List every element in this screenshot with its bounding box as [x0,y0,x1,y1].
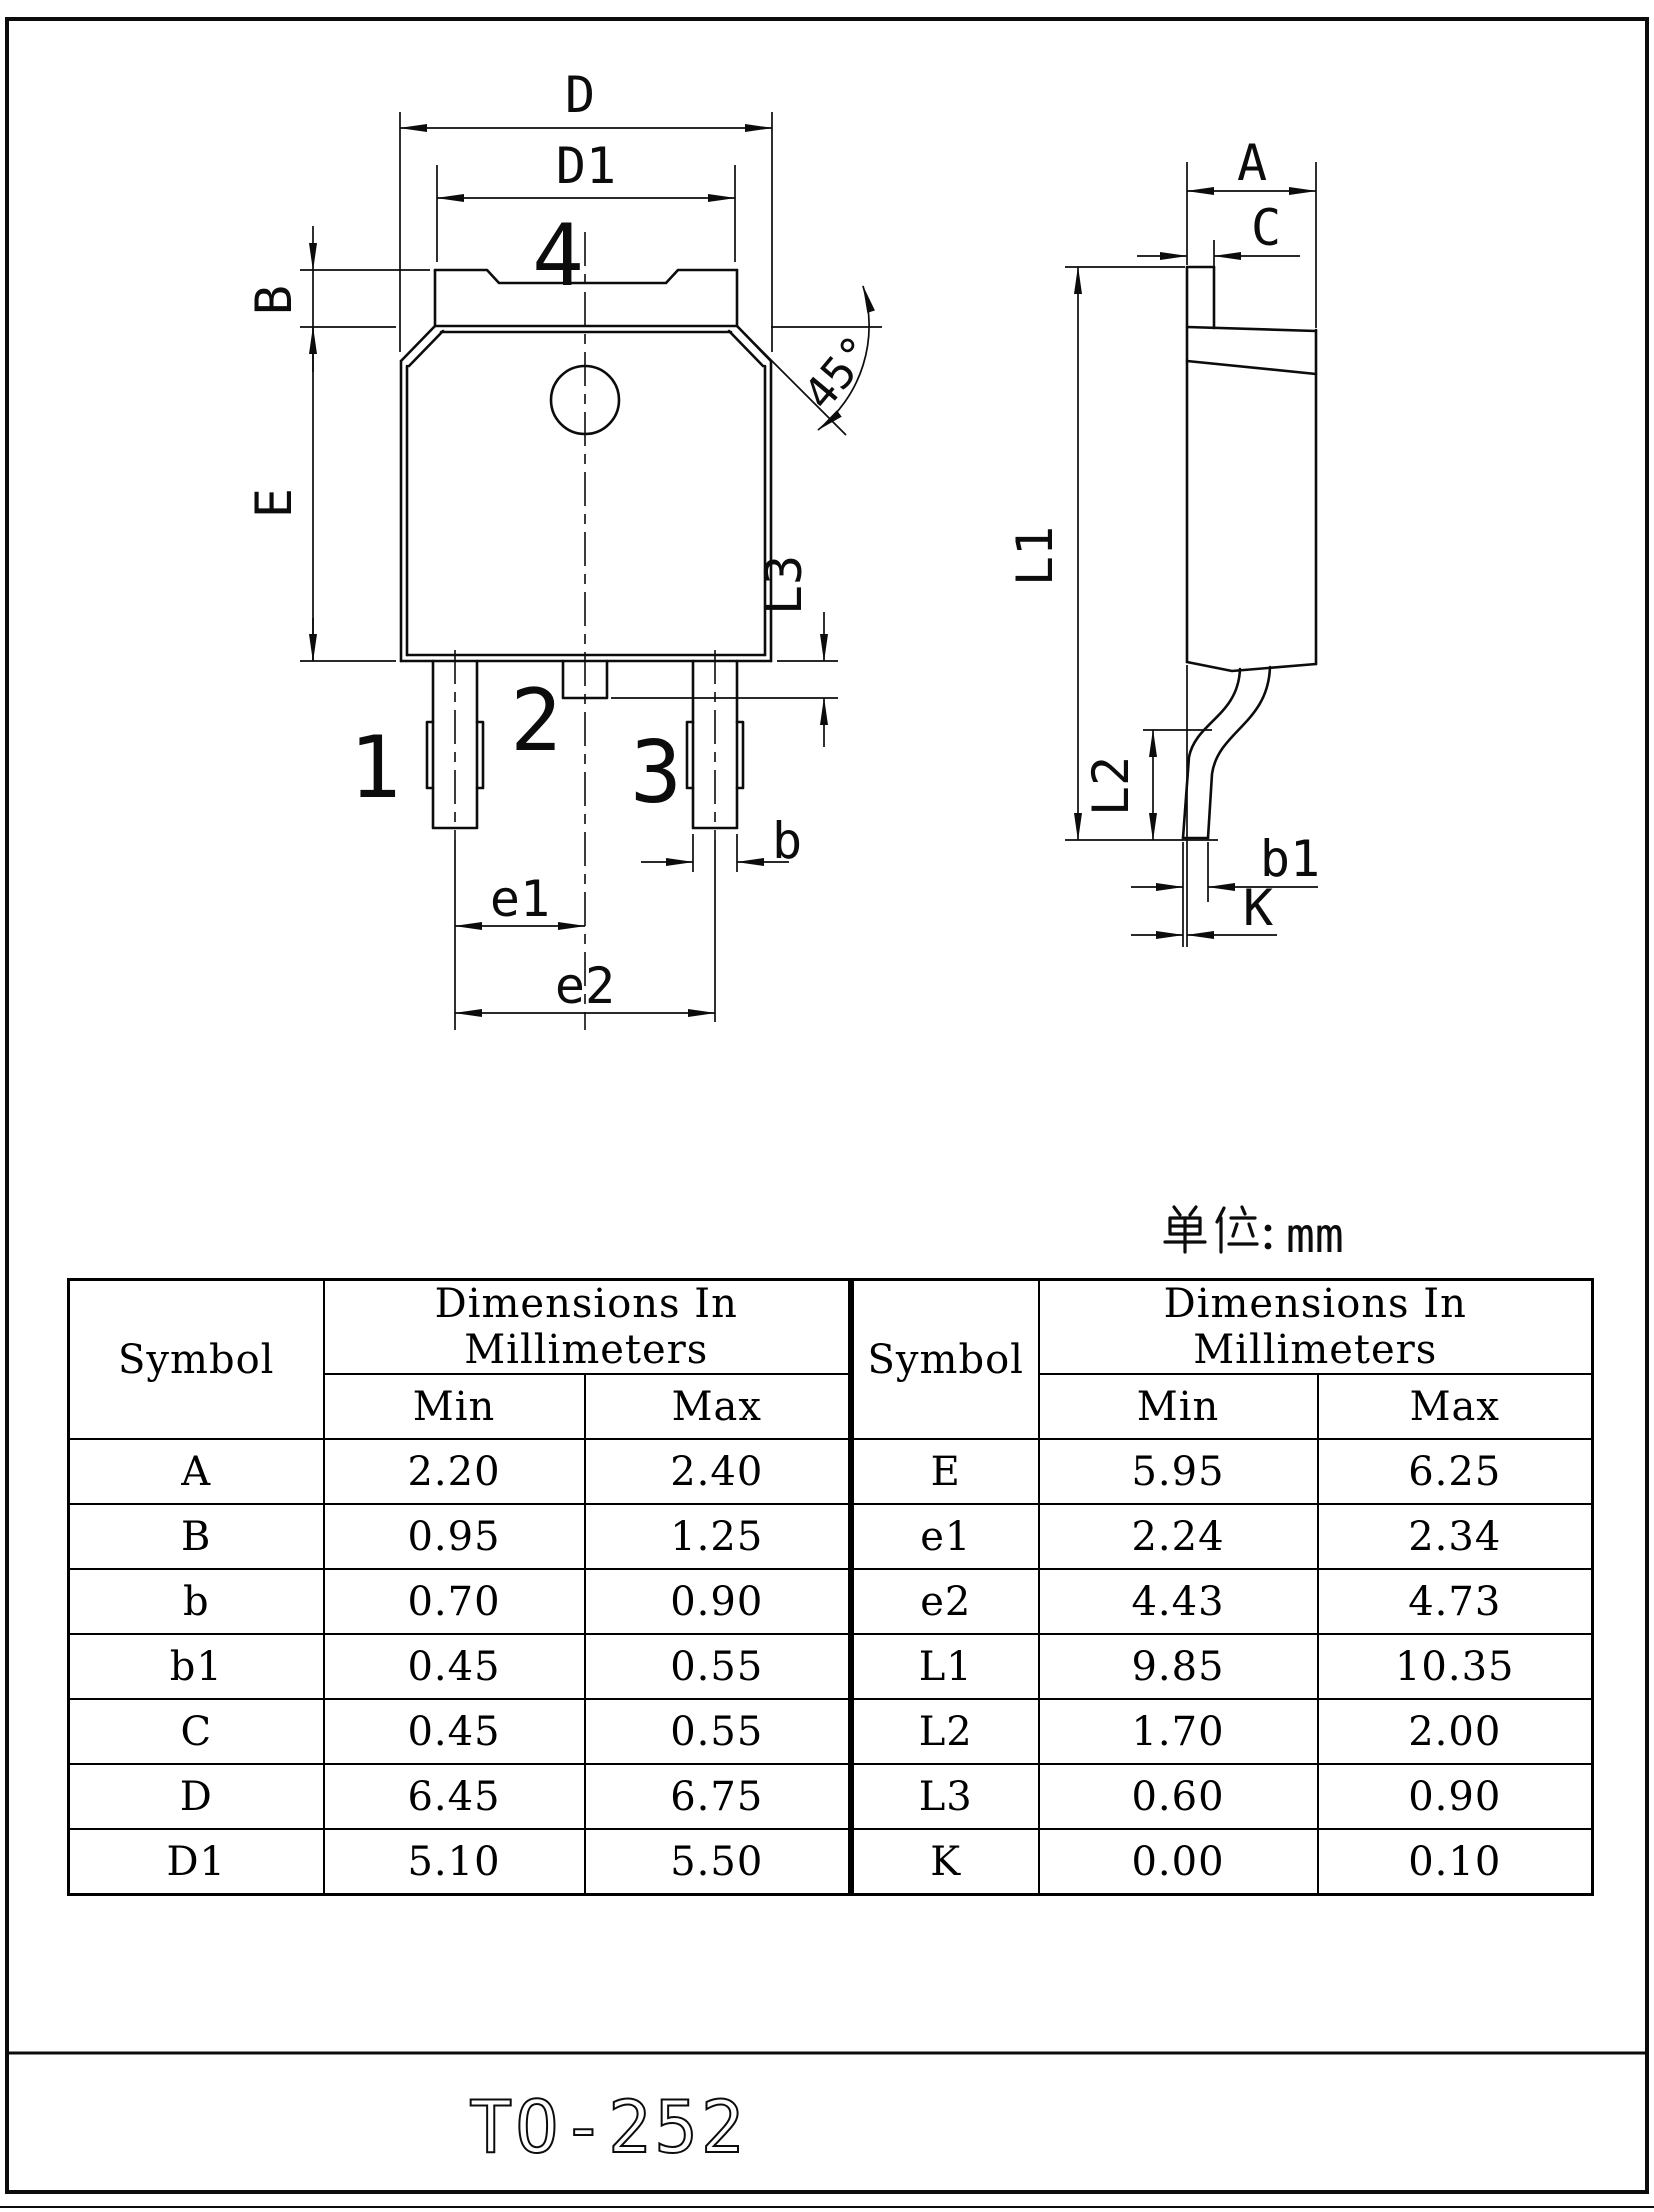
table-row [853,1439,1593,1504]
min-cell: 2.20 [324,1439,585,1504]
symbol-cell: b1 [69,1634,324,1699]
sheet-title: TO-252 [468,2085,748,2169]
symbol-cell: L2 [853,1699,1039,1764]
min-cell: 5.10 [324,1829,585,1895]
symbol-cell: e2 [853,1569,1039,1634]
min-cell: 5.95 [1039,1439,1318,1504]
table-row [69,1439,850,1504]
max-header: Max [1318,1374,1593,1439]
max-header: Max [585,1374,850,1439]
dims-header: Dimensions In Millimeters [1039,1280,1593,1375]
max-cell: 0.55 [585,1634,850,1699]
dim-label-e2: e2 [554,957,616,1015]
max-cell: 2.40 [585,1439,850,1504]
dim-label-D1: D1 [555,137,617,195]
table-row [69,1504,850,1569]
min-cell: 0.45 [324,1634,585,1699]
tab-top-edge [435,270,737,283]
dimension-table-right [851,1278,1594,1896]
table-row [853,1569,1593,1634]
min-cell: 9.85 [1039,1634,1318,1699]
dim-label-L1: L1 [1006,525,1064,587]
symbol-cell: K [853,1829,1039,1895]
symbol-header: Symbol [69,1280,324,1440]
dim-label-b: b [771,812,803,870]
table-row [853,1764,1593,1829]
min-cell: 0.60 [1039,1764,1318,1829]
side-bottom-edge [1187,662,1316,671]
max-cell: 6.25 [1318,1439,1593,1504]
lead-left-edge [1183,669,1240,838]
dim-label-L2: L2 [1082,755,1140,817]
table-row [853,1634,1593,1699]
lead-right-edge [1208,667,1270,838]
table-row [69,1634,850,1699]
dims-header: Dimensions In Millimeters [324,1280,850,1375]
symbol-cell: A [69,1439,324,1504]
table-row [69,1699,850,1764]
dim-label-K: K [1242,879,1274,937]
max-cell: 5.50 [585,1829,850,1895]
table-row [853,1829,1593,1895]
max-cell: 0.90 [1318,1764,1593,1829]
table-row [853,1504,1593,1569]
table-row [69,1569,850,1634]
dim-label-e1: e1 [489,870,551,928]
unit-hanzi-dan [1165,1207,1205,1252]
dim-label-A: A [1236,134,1268,192]
min-cell: 1.70 [1039,1699,1318,1764]
max-cell: 0.55 [585,1699,850,1764]
dim-label-B: B [245,284,303,316]
dim-label-L3: L3 [755,554,813,616]
front-view-outline [401,270,771,828]
symbol-cell: D1 [69,1829,324,1895]
max-cell: 0.90 [585,1569,850,1634]
pin-label-4: 4 [532,206,584,306]
dim-label-45deg: 45° [794,326,885,420]
table-row [69,1764,850,1829]
symbol-cell: b [69,1569,324,1634]
symbol-cell: D [69,1764,324,1829]
min-cell: 2.24 [1039,1504,1318,1569]
unit-suffix: mm [1286,1208,1344,1264]
unit-colon [1265,1225,1272,1250]
symbol-cell: L1 [853,1634,1039,1699]
side-view-outline [1183,267,1316,838]
symbol-cell: e1 [853,1504,1039,1569]
table-row [853,1699,1593,1764]
max-cell: 0.10 [1318,1829,1593,1895]
dimension-table-left [67,1278,851,1896]
pin-label-2: 2 [510,671,562,771]
max-cell: 2.34 [1318,1504,1593,1569]
symbol-cell: L3 [853,1764,1039,1829]
dim-label-C: C [1250,199,1282,257]
min-header: Min [1039,1374,1318,1439]
unit-hanzi-wei [1217,1207,1257,1252]
unit-note [1165,1207,1344,1264]
symbol-cell: B [69,1504,324,1569]
dim-label-E: E [245,487,303,519]
pin-label-1: 1 [349,718,401,818]
table-row [69,1829,850,1895]
dim-label-D: D [564,66,596,124]
max-cell: 10.35 [1318,1634,1593,1699]
symbol-header: Symbol [853,1280,1039,1440]
max-cell: 1.25 [585,1504,850,1569]
dim-label-b1: b1 [1259,830,1321,888]
min-header: Min [324,1374,585,1439]
min-cell: 0.00 [1039,1829,1318,1895]
pin-label-3: 3 [630,723,682,823]
max-cell: 6.75 [585,1764,850,1829]
max-cell: 2.00 [1318,1699,1593,1764]
min-cell: 4.43 [1039,1569,1318,1634]
symbol-cell: E [853,1439,1039,1504]
symbol-cell: C [69,1699,324,1764]
min-cell: 0.70 [324,1569,585,1634]
min-cell: 6.45 [324,1764,585,1829]
max-cell: 4.73 [1318,1569,1593,1634]
min-cell: 0.95 [324,1504,585,1569]
min-cell: 0.45 [324,1699,585,1764]
